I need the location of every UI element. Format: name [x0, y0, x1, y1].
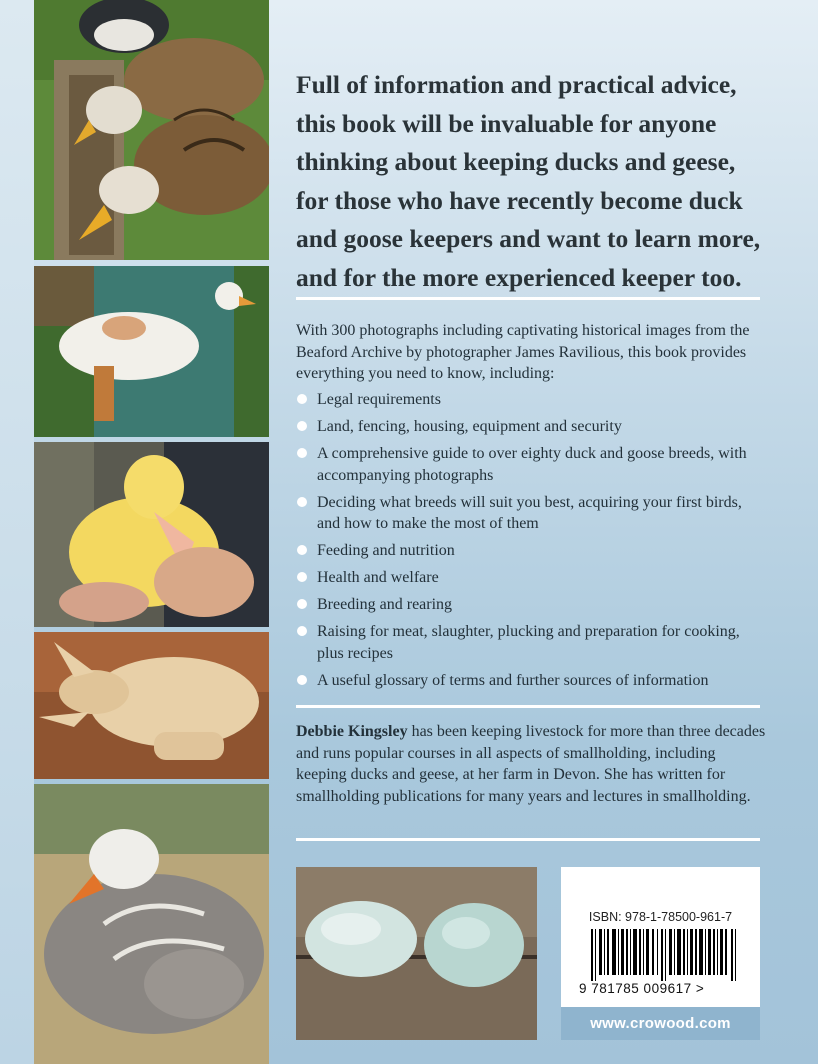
- list-item: [296, 594, 766, 616]
- list-item-text: A comprehensive guide to over eighty duck and goose breeds, with accompanying photographs: [317, 445, 747, 484]
- headline-line: and for the more experienced keeper too.: [296, 262, 742, 292]
- bullet-dot-icon: [297, 675, 307, 685]
- bullet-dot-icon: [297, 421, 307, 431]
- headline-line: Full of information and practical advice,: [296, 70, 737, 99]
- divider-rule: [296, 297, 760, 300]
- author-bio-text: has been keeping livestock for more than three decades and runs popular courses in all aspects of smallholding, including keeping ducks and geese, at her farm in Devon. She has written for smallholding publications for many years and lectures in smallholding.: [296, 723, 766, 805]
- headline-blurb: [296, 66, 766, 298]
- list-item: [296, 443, 766, 486]
- bullet-dot-icon: [297, 394, 307, 404]
- barcode-icon: [591, 929, 737, 981]
- photo-nesting-goose: [34, 784, 269, 1064]
- list-item: [296, 540, 766, 562]
- list-item: [296, 670, 766, 692]
- photo-duckling-in-hand: [34, 442, 269, 627]
- list-item-text: Legal requirements: [317, 391, 441, 408]
- bullet-dot-icon: [297, 545, 307, 555]
- intro-paragraph: With 300 photographs including captivating historical images from the Beaford Archive by photographer James Ravilious, this book provides everything you need to know, including:: [296, 322, 750, 382]
- author-name: Debbie Kingsley: [296, 723, 408, 740]
- headline-line: for those who have recently become duck: [296, 185, 743, 215]
- list-item-text: Breeding and rearing: [317, 596, 453, 613]
- headline-line: this book will be invaluable for anyone: [296, 108, 717, 138]
- bullet-dot-icon: [297, 599, 307, 609]
- list-item-text: Land, fencing, housing, equipment and security: [317, 418, 622, 435]
- list-item-text: Deciding what breeds will suit you best, acquiring your first birds, and how to make the most of them: [317, 493, 742, 532]
- publisher-website[interactable]: www.crowood.com: [561, 1007, 760, 1040]
- bullet-dot-icon: [297, 448, 307, 458]
- list-item: [296, 621, 766, 664]
- left-margin-strip: [0, 0, 34, 1064]
- list-item-text: Raising for meat, slaughter, plucking and preparation for cooking, plus recipes: [317, 623, 740, 662]
- divider-rule: [296, 705, 760, 708]
- barcode-digits: 9 781785 009617 >: [579, 981, 705, 996]
- bullet-dot-icon: [297, 626, 307, 636]
- list-item-text: Feeding and nutrition: [317, 542, 455, 559]
- barcode-panel: [561, 867, 760, 1040]
- isbn-label: ISBN: 978-1-78500-961-7: [588, 910, 733, 924]
- list-item-text: Health and welfare: [317, 569, 439, 586]
- author-bio: [296, 721, 766, 807]
- divider-rule: [296, 838, 760, 841]
- list-item: [296, 389, 766, 411]
- list-item-text: A useful glossary of terms and further sources of information: [317, 671, 709, 689]
- bullet-dot-icon: [297, 497, 307, 507]
- list-item: [296, 567, 766, 589]
- photo-eggs: [296, 867, 537, 1040]
- bullet-dot-icon: [297, 572, 307, 582]
- headline-line: and goose keepers and want to learn more,: [296, 224, 761, 254]
- headline-line: thinking about keeping ducks and geese,: [296, 147, 736, 177]
- list-item: [296, 492, 766, 535]
- photo-goose-held: [34, 266, 269, 437]
- photo-prepared-duck: [34, 632, 269, 779]
- photo-ducks-feeding: [34, 0, 269, 260]
- feature-list: [296, 389, 766, 697]
- list-item: [296, 416, 766, 438]
